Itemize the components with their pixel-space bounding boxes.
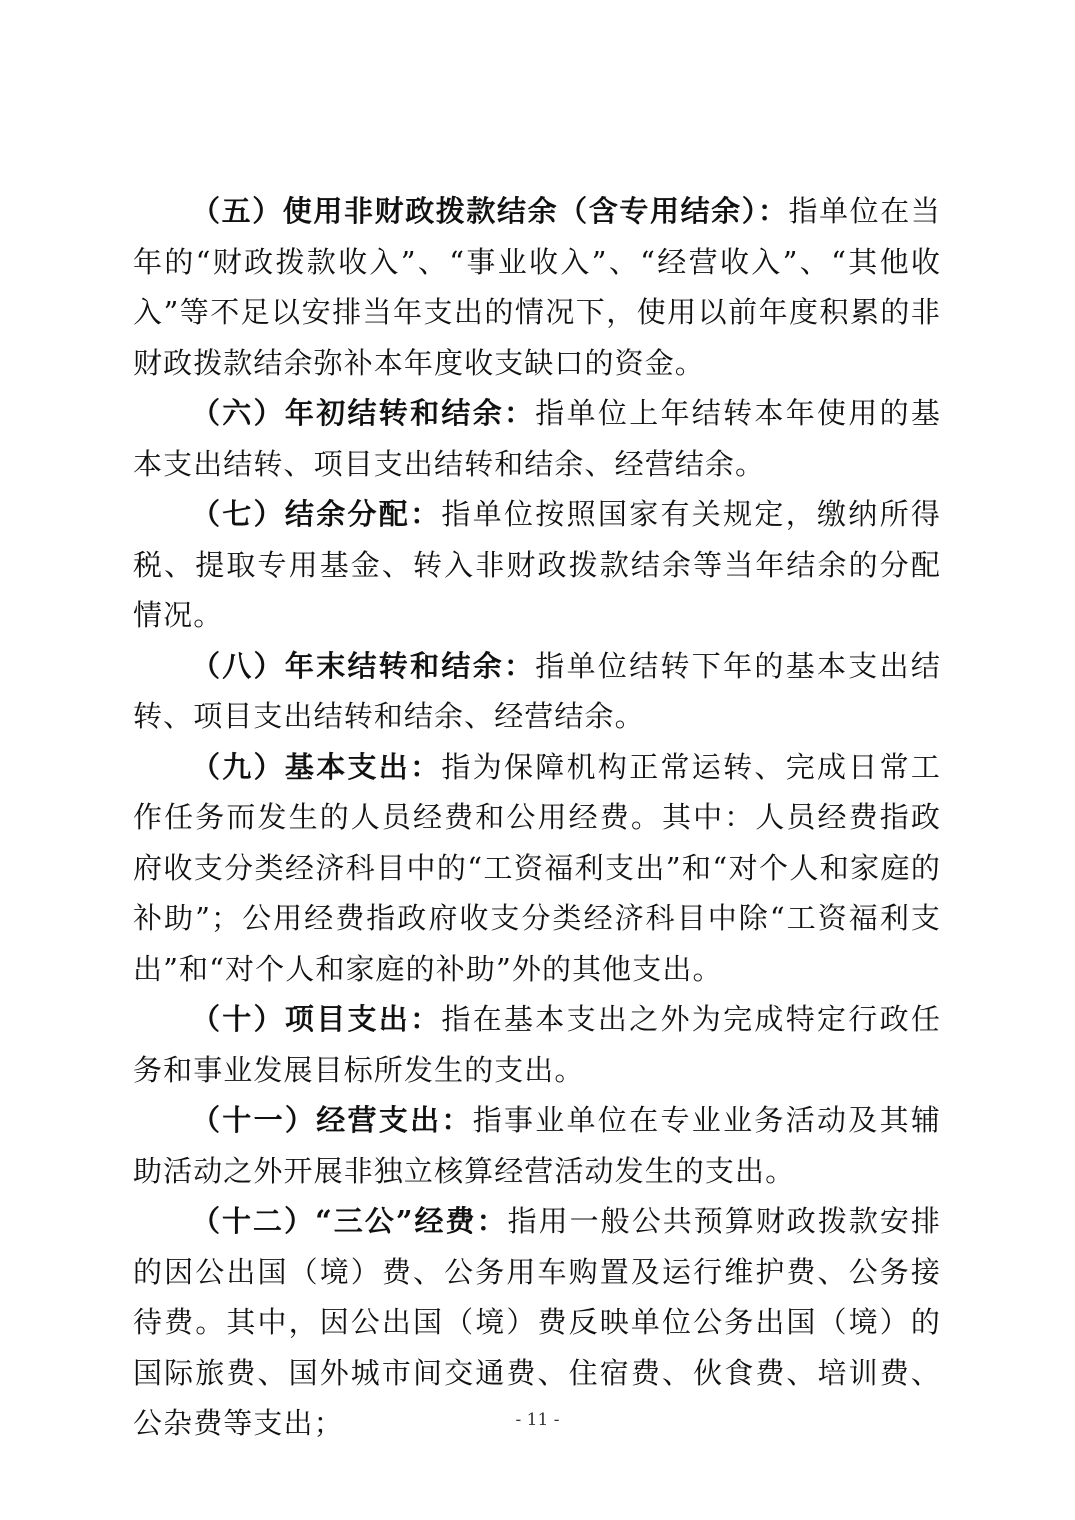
term-definition: 指在基本支出之外为完成特定行政任务和事业发展目标所发生的支出。 <box>133 1002 941 1087</box>
term-heading: （五）使用非财政拨款结余（含专用结余）： <box>191 194 789 228</box>
term-heading: （六）年初结转和结余： <box>191 396 536 430</box>
term-definition: 指事业单位在专业业务活动及其辅助活动之外开展非独立核算经营活动发生的支出。 <box>133 1103 941 1188</box>
term-heading: （七）结余分配： <box>191 497 442 531</box>
term-heading: （八）年末结转和结余： <box>191 648 536 683</box>
term-definition: 指单位按照国家有关规定，缴纳所得税、提取专用基金、转入非财政拨款结余等当年结余的分配情况。 <box>133 497 941 632</box>
term-heading: （十一）经营支出： <box>191 1103 473 1137</box>
paragraph-7 <box>133 489 941 641</box>
paragraph-8 <box>133 641 941 742</box>
paragraph-5 <box>133 186 941 388</box>
paragraph-10 <box>133 994 941 1095</box>
paragraph-9 <box>133 742 941 995</box>
term-definition: 指单位在当年的“财政拨款收入”、“事业收入”、“经营收入”、“其他收入”等不足以安排当年支出的情况下，使用以前年度积累的非财政拨款结余弥补本年度收支缺口的资金。 <box>133 194 941 380</box>
term-definition: 指为保障机构正常运转、完成日常工作任务而发生的人员经费和公用经费。其中：人员经费指政府收支分类经济科目中的“工资福利支出”和“对个人和家庭的补助”；公用经费指政府收支分类经济科目中除“工资福利支出”和“对个人和家庭的补助”外的其他支出。 <box>133 749 941 986</box>
paragraph-11 <box>133 1095 941 1196</box>
term-heading: （十）项目支出： <box>191 1002 442 1036</box>
term-definition: 指单位上年结转本年使用的基本支出结转、项目支出结转和结余、经营结余。 <box>133 396 941 481</box>
term-definition: 指单位结转下年的基本支出结转、项目支出结转和结余、经营结余。 <box>133 648 941 733</box>
term-heading: （九）基本支出： <box>191 749 442 784</box>
term-definition: 指用一般公共预算财政拨款安排的因公出国（境）费、公务用车购置及运行维护费、公务接待费。其中，因公出国（境）费反映单位公务出国（境）的国际旅费、国外城市间交通费、住宿费、伙食费、培训费、公杂费等支出； <box>133 1204 941 1440</box>
term-heading: （十二）“三公”经费： <box>191 1204 508 1238</box>
page-number: - 11 - <box>515 1410 560 1430</box>
document-body <box>133 186 941 1449</box>
paragraph-6 <box>133 388 941 489</box>
